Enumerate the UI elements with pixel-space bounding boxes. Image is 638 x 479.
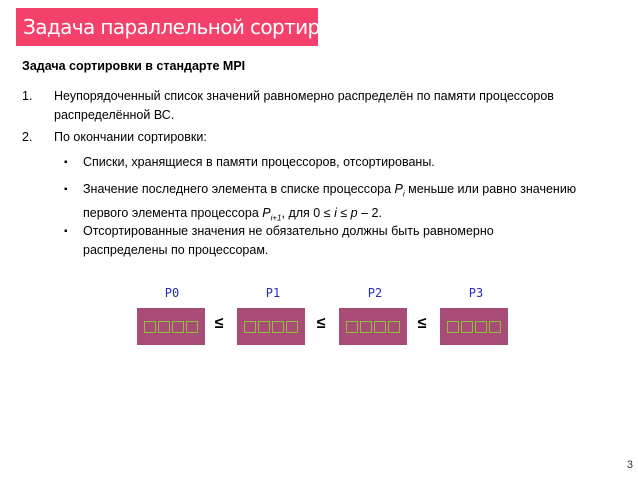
leq-sign-3: ≤ [417,315,427,332]
bullet-marker-3: ▪ [64,226,68,237]
processor-label-p1: P1 [265,286,281,300]
bullet-marker-2: ▪ [64,184,68,195]
memory-cell [475,321,487,333]
memory-cell [388,321,400,333]
processor-memory-p0 [137,308,205,345]
memory-cell [186,321,198,333]
slide-subtitle: Задача сортировки в стандарте MPI [22,59,246,73]
bullet-3-text: Отсортированные значения не обязательно должны быть равномерно распределены по процессорам. [83,224,494,257]
bullet-1-text: Списки, хранящиеся в памяти процессоров, отсортированы. [83,155,435,169]
slide-title-bar [16,8,367,46]
var-p2: P [262,205,271,220]
memory-cell [286,321,298,333]
bullet-2-text [83,180,593,227]
processor-label-p2: P2 [367,286,383,300]
var-p-count: p [350,205,358,220]
memory-cell [360,321,372,333]
bullet-2-text-a: Значение последнего элемента в списке процессора [83,182,395,196]
processor-label-p0: P0 [164,286,180,300]
memory-cell [158,321,170,333]
page-number: 3 [626,459,633,471]
list-number-1: 1. [22,89,33,103]
processor-memory-p1 [237,308,305,345]
list-item-1-text: Неупорядоченный список значений равномерно распределён по памяти процессоров распределённой ВС. [54,89,554,122]
list-number-2: 2. [22,130,33,144]
processor-memory-p2 [339,308,407,345]
memory-cell [244,321,256,333]
memory-cell [172,321,184,333]
memory-cell [447,321,459,333]
bullet-marker-1: ▪ [64,157,68,168]
memory-cell [144,321,156,333]
memory-cell [461,321,473,333]
slide-title: Задача параллельной сортировки [23,15,367,39]
bullet-2-text-c: , для 0 ≤ [281,205,335,220]
bullet-2-text-b: меньше или равно значению первого элемента процессора [83,182,577,220]
memory-cell [272,321,284,333]
var-i: i [334,205,337,220]
memory-cell [258,321,270,333]
leq-sign-1: ≤ [214,315,224,332]
memory-cell [346,321,358,333]
memory-cell [489,321,501,333]
list-item-2-text: По окончании сортировки: [54,130,207,144]
var-p: P [394,182,403,196]
memory-cell [374,321,386,333]
processor-memory-p3 [440,308,508,345]
var-p2-sub: i+1 [270,213,282,222]
processor-label-p3: P3 [468,286,484,300]
bullet-2-text-e: – 2. [357,205,382,220]
var-p-sub-i: i [402,189,405,199]
bullet-2-text-d: ≤ [336,205,351,220]
leq-sign-2: ≤ [316,315,326,332]
